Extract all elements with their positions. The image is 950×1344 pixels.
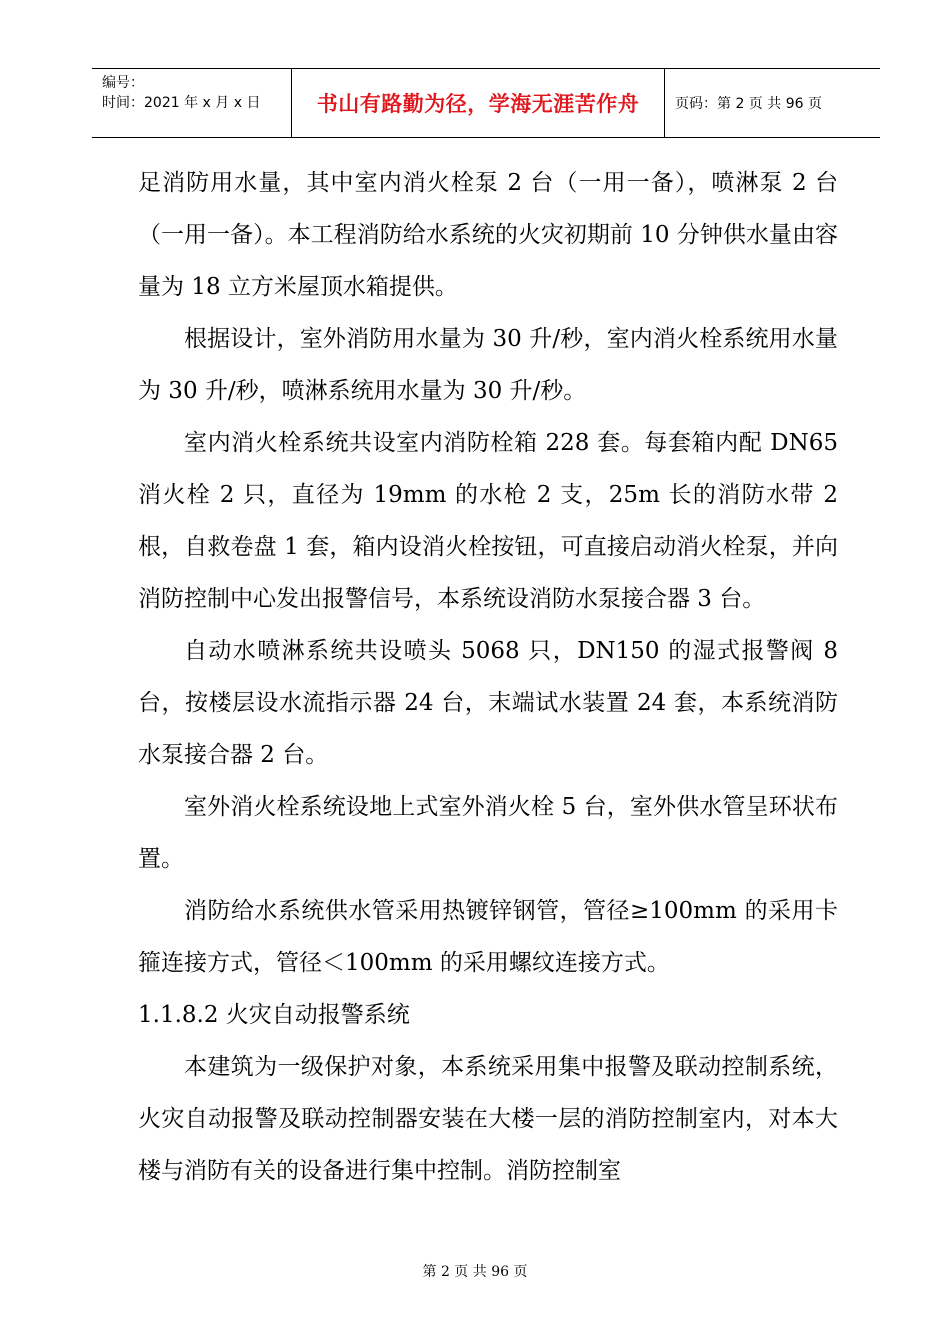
- paragraph: 自动水喷淋系统共设喷头 5068 只，DN150 的湿式报警阀 8 台，按楼层设水流指示器 24 台，末端试水装置 24 套，本系统消防水泵接合器 2 台。: [138, 638, 838, 768]
- paragraph: 本建筑为一级保护对象，本系统采用集中报警及联动控制系统，火灾自动报警及联动控制器安装在大楼一层的消防控制室内，对本大楼与消防有关的设备进行集中控制。消防控制室: [138, 1054, 838, 1184]
- time-label: 时间：2021 年 x 月 x 日: [102, 95, 261, 111]
- header-meta: [92, 69, 292, 137]
- page-footer: 第 2 页 共 96 页: [422, 1264, 528, 1280]
- paragraph: 室内消火栓系统共设室内消防栓箱 228 套。每套箱内配 DN65 消火栓 2 只，直径为 19mm 的水枪 2 支，25m 长的消防水带 2 根，自救卷盘 1 套，箱内设消火栓按钮，可直接启动消火栓泵，并向消防控制中心发出报警信号，本系统设消防水泵接合器 3 台。: [138, 430, 838, 612]
- header-motto: 书山有路勤为径，学海无涯苦作舟: [292, 69, 665, 137]
- section-heading: 1.1.8.2 火灾自动报警系统: [138, 1002, 410, 1028]
- document-body: [138, 157, 838, 1197]
- paragraph: 消防给水系统供水管采用热镀锌钢管，管径≥100mm 的采用卡箍连接方式，管径＜100mm 的采用螺纹连接方式。: [138, 898, 838, 976]
- page-header: [92, 68, 880, 138]
- paragraph: 根据设计，室外消防用水量为 30 升/秒，室内消火栓系统用水量为 30 升/秒，喷淋系统用水量为 30 升/秒。: [138, 326, 838, 404]
- header-page-label: 页码：第 2 页 共 96 页: [675, 96, 822, 112]
- code-label: 编号：: [102, 75, 144, 91]
- paragraph: 足消防用水量，其中室内消火栓泵 2 台（一用一备），喷淋泵 2 台（一用一备）。本工程消防给水系统的火灾初期前 10 分钟供水量由容量为 18 立方米屋顶水箱提供。: [138, 170, 838, 300]
- paragraph: 室外消火栓系统设地上式室外消火栓 5 台，室外供水管呈环状布置。: [138, 794, 838, 872]
